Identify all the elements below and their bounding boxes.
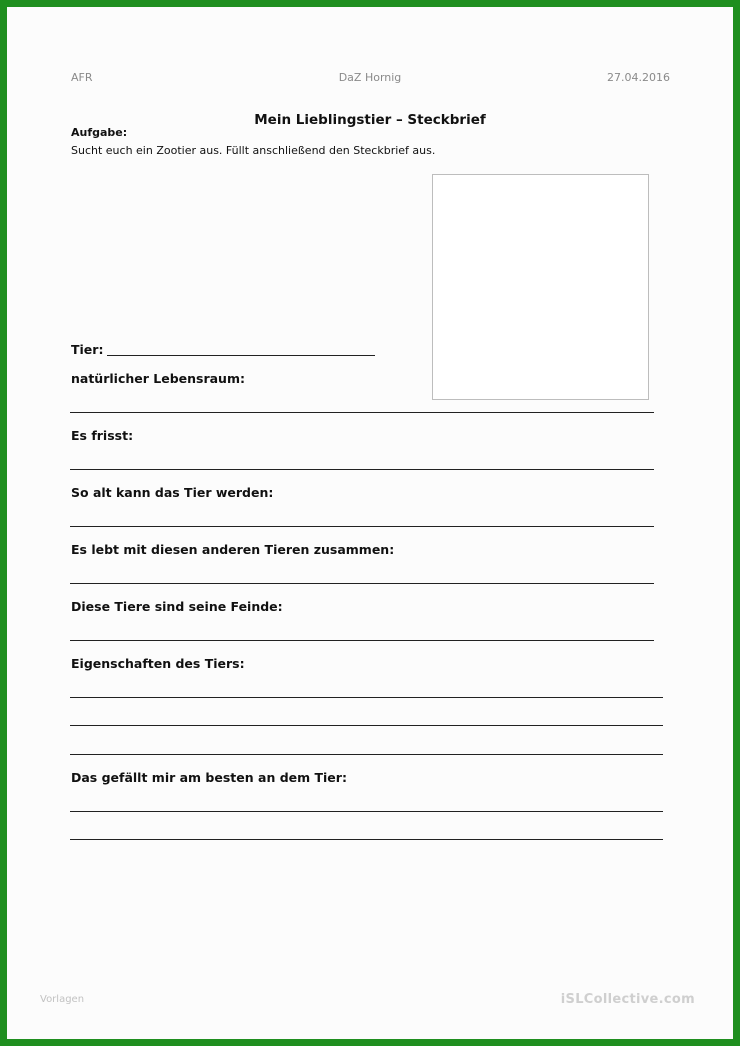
answer-line-gefaellt-1[interactable]: [70, 811, 663, 812]
page-title: Mein Lieblingstier – Steckbrief: [254, 112, 486, 128]
worksheet-page: [7, 7, 733, 1039]
field-label-feinde: Diese Tiere sind seine Feinde:: [71, 599, 283, 614]
answer-line-tier[interactable]: [107, 355, 375, 356]
field-label-tier: Tier:: [71, 342, 104, 357]
photo-box[interactable]: [432, 174, 649, 400]
header-center: DaZ Hornig: [338, 71, 402, 84]
answer-line-gefaellt-2[interactable]: [70, 839, 663, 840]
task-text: Sucht euch ein Zootier aus. Füllt anschließend den Steckbrief aus.: [71, 144, 436, 157]
answer-line-eigenschaften-3[interactable]: [70, 754, 663, 755]
header-date: 27.04.2016: [607, 71, 670, 84]
task-label: Aufgabe:: [71, 126, 128, 139]
answer-line-feinde[interactable]: [70, 640, 654, 641]
field-label-alter: So alt kann das Tier werden:: [71, 485, 274, 500]
field-label-eigenschaften: Eigenschaften des Tiers:: [71, 656, 245, 671]
answer-line-eigenschaften-1[interactable]: [70, 697, 663, 698]
answer-line-zusammen[interactable]: [70, 583, 654, 584]
answer-line-lebensraum[interactable]: [70, 412, 654, 413]
answer-line-eigenschaften-2[interactable]: [70, 725, 663, 726]
field-label-zusammen: Es lebt mit diesen anderen Tieren zusammen:: [71, 542, 395, 557]
field-label-frisst: Es frisst:: [71, 428, 134, 443]
answer-line-frisst[interactable]: [70, 469, 654, 470]
watermark-logo: iSLCollective.com: [560, 992, 695, 1007]
answer-line-alter[interactable]: [70, 526, 654, 527]
header-left: AFR: [71, 71, 93, 84]
footer-left: Vorlagen: [40, 994, 85, 1005]
field-label-gefaellt: Das gefällt mir am besten an dem Tier:: [71, 770, 347, 785]
field-label-lebensraum: natürlicher Lebensraum:: [71, 371, 245, 386]
